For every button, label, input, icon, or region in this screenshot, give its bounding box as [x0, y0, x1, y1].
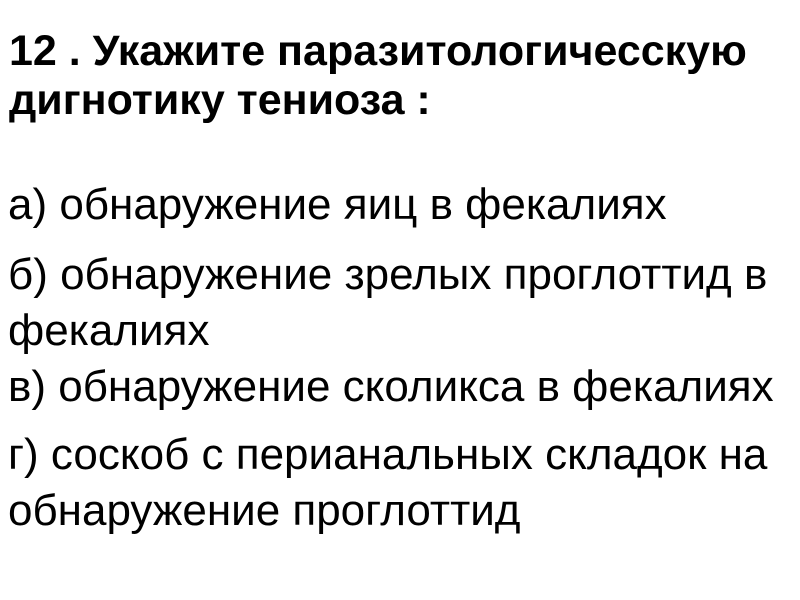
answer-option-g — [8, 427, 767, 539]
answer-option-b-line-1: б) обнаружение зрелых проглоттид в — [8, 250, 768, 299]
question-title-line-1: 12 . Укажите паразитологичесскую — [9, 27, 747, 75]
answer-option-g-line-2: обнаружение проглоттид — [8, 486, 521, 535]
answer-option-a — [8, 177, 667, 233]
answer-option-b — [8, 247, 767, 359]
answer-option-v-line-1: в) обнаружение сколикса в фекалиях — [8, 362, 774, 411]
answer-option-b-line-2: фекалиях — [8, 306, 210, 355]
answer-option-v — [8, 359, 774, 415]
answer-option-a-line-1: а) обнаружение яиц в фекалиях — [8, 180, 667, 229]
question-title — [9, 27, 747, 125]
question-title-line-2: дигнотику тениоза : — [9, 76, 431, 124]
answer-option-g-line-1: г) соскоб с перианальных складок на — [8, 430, 768, 479]
